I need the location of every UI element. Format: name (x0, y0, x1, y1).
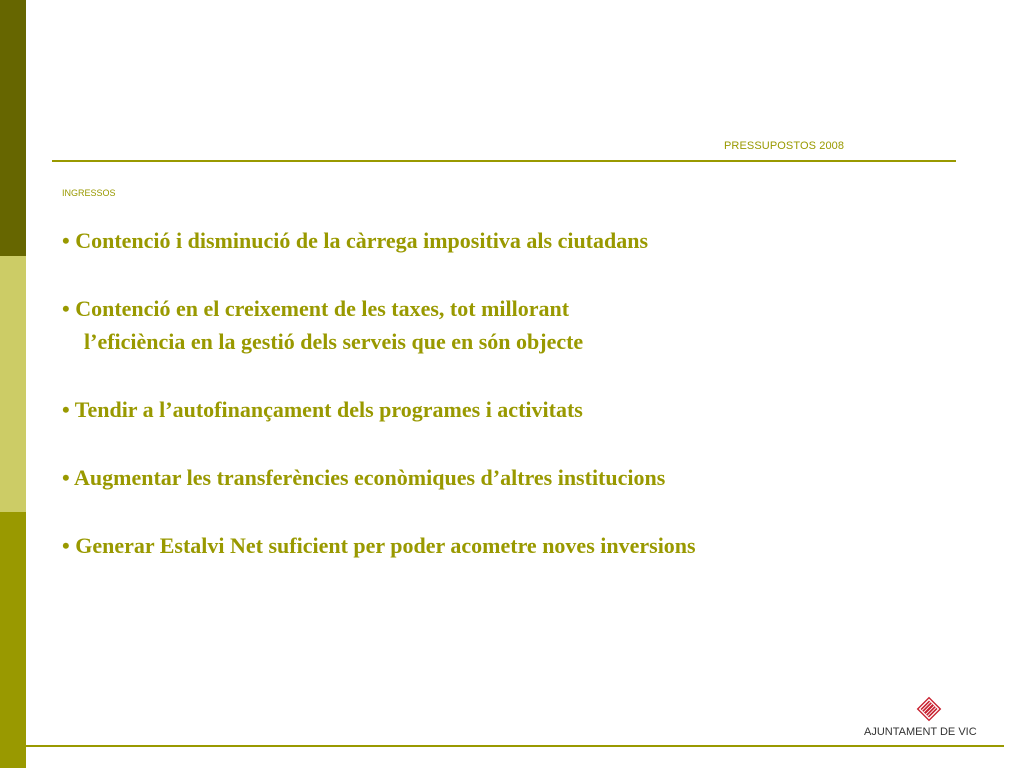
sidebar-segment-dark (0, 0, 26, 256)
bullet-item (62, 529, 696, 562)
bullet-text: • Generar Estalvi Net suficient per poder acometre noves inversions (62, 533, 696, 558)
section-label: INGRESSOS (62, 188, 116, 198)
document-title: PRESSUPOSTOS 2008 (724, 140, 845, 152)
ajuntament-de-vic-crest-icon (916, 696, 942, 722)
bullet-text: • Contenció en el creixement de les taxes, tot millorant (62, 296, 570, 321)
bullet-text: • Augmentar les transferències econòmiques d’altres institucions (62, 465, 666, 490)
bullet-item (62, 224, 696, 257)
bullet-item (62, 393, 696, 426)
header-divider (52, 160, 956, 162)
organization-name: AJUNTAMENT DE VIC (864, 726, 977, 738)
bullet-item (62, 461, 696, 494)
bullet-list (62, 224, 696, 597)
bullet-text: • Tendir a l’autofinançament dels programes i activitats (62, 397, 583, 422)
sidebar-stripe (0, 0, 26, 768)
bullet-text-continuation: l’eficiència en la gestió dels serveis que en són objecte (84, 329, 584, 354)
bullet-item (62, 292, 696, 358)
bullet-text: • Contenció i disminució de la càrrega impositiva als ciutadans (62, 228, 649, 253)
footer-divider (26, 745, 1004, 747)
sidebar-segment-olive (0, 512, 26, 768)
sidebar-segment-light (0, 256, 26, 512)
